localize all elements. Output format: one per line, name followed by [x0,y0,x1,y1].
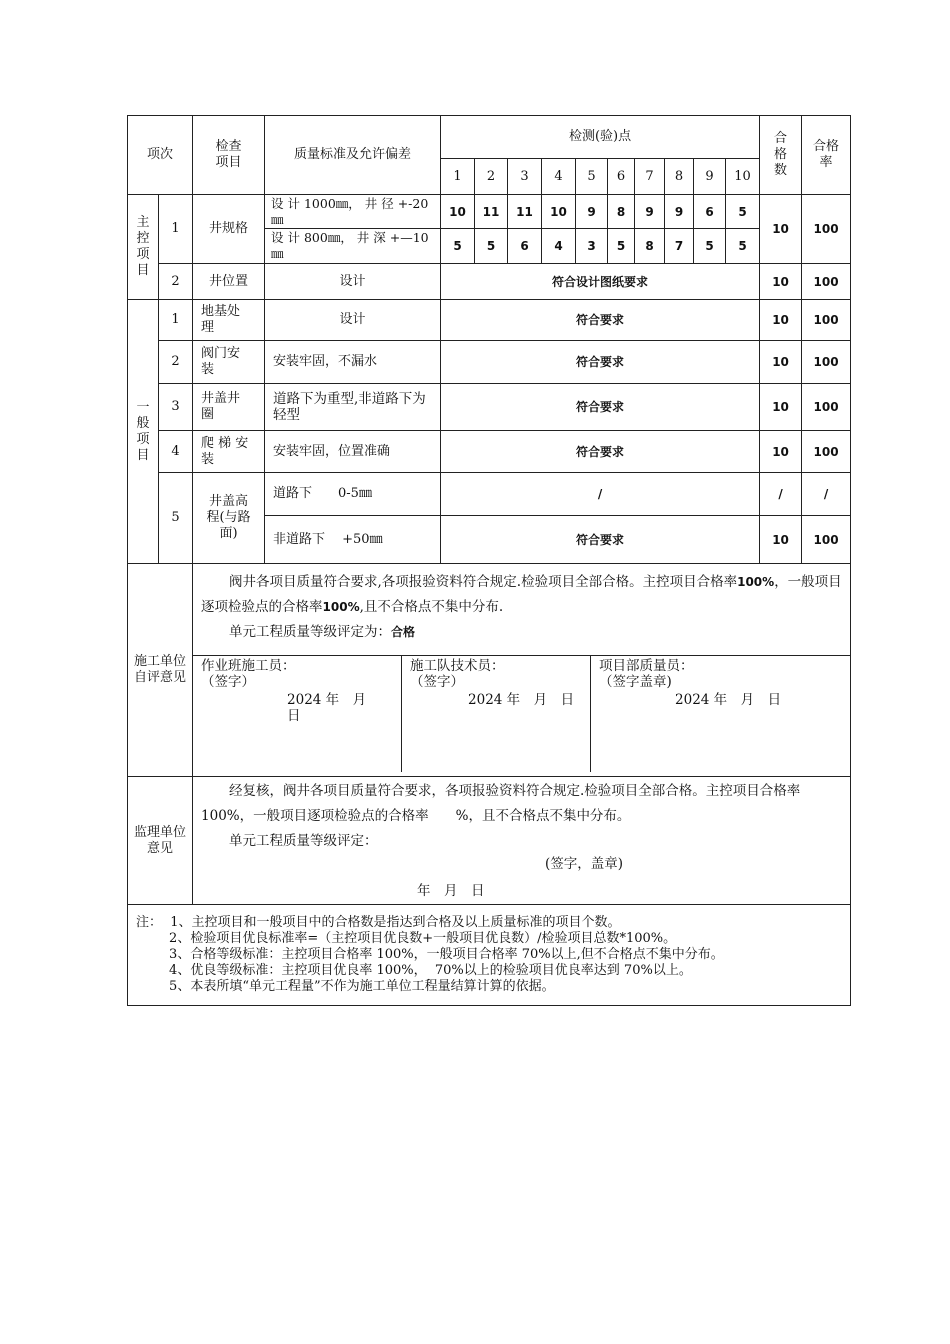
value-cell: 6 [694,195,726,229]
gen-row-4-name: 爬 梯 安 装 [193,431,265,473]
signature-block-quality [590,656,850,772]
gen-row-3-pass-count: 10 [760,384,802,431]
value-cell: 5 [441,229,475,264]
main-row-2-name: 井位置 [193,264,265,300]
note-line: 4、优良等级标准：主控项目优良率 100%， 70%以上的检验项目优良率达到 70%以上。 [136,963,692,978]
contractor-opinion [193,564,851,777]
gen-row-3-pass-rate: 100 [802,384,851,431]
header-check-item: 检查 项目 [193,116,265,195]
main-row-1-pass-count: 10 [760,195,802,264]
value-cell: 5 [475,229,508,264]
value-cell: 3 [576,229,608,264]
value-cell: 9 [576,195,608,229]
main-items-category: 主 控 项 目 [128,195,159,300]
gen-row-4-result: 符合要求 [441,431,760,473]
point-number-3: 3 [508,159,542,195]
gen-row-3-name: 井盖井 圈 [193,384,265,431]
main-row-2-result: 符合设计图纸要求 [441,264,760,300]
supervisor-date: 年 月 日 [417,883,485,899]
gen-row-2-pass-count: 10 [760,341,802,384]
main-row-2-std: 设计 [265,264,441,300]
signature-block-technician [401,656,590,772]
gen-row-1-std: 设计 [265,300,441,341]
header-pass-count: 合 格 数 [760,116,802,195]
contractor-signatures [193,655,850,772]
point-number-5: 5 [576,159,608,195]
general-items-category: 一 般 项 目 [128,300,159,564]
main-row-2-no: 2 [159,264,193,300]
signature-sign: （签字） [410,674,465,690]
gen-row-2-pass-rate: 100 [802,341,851,384]
signature-block-foreman [193,656,401,772]
point-number-6: 6 [608,159,635,195]
gen-row-5a-result: / [441,473,760,516]
inspection-form [127,115,851,1006]
signature-role: 作业班施工员： [201,658,296,674]
header-pass-rate: 合格 率 [802,116,851,195]
value-cell: 9 [635,195,665,229]
gen-row-5b-result: 符合要求 [441,516,760,564]
notes [128,905,851,1006]
supervisor-opinion [193,777,851,905]
gen-row-3-std: 道路下为重型,非道路下为轻型 [265,384,441,431]
signature-date: 2024 年 月 日 [675,692,782,708]
value-cell: 11 [475,195,508,229]
contractor-text-3: ,且不合格点不集中分布. [359,599,504,615]
gen-row-4-no: 4 [159,431,193,473]
value-cell: 8 [608,195,635,229]
gen-row-5a-pass-count: / [760,473,802,516]
value-cell: 5 [726,229,760,264]
main-row-1a-std: 设 计 1000㎜， 井 径 +-20㎜ [265,195,441,229]
supervisor-grade-label: 单元工程质量等级评定： [229,833,378,849]
header-points: 检测(验)点 [441,116,760,159]
signature-role: 项目部质量员： [599,658,694,674]
value-cell: 7 [665,229,694,264]
gen-row-5b-std: 非道路下 +50㎜ [265,516,441,564]
note-line: 注： 1、主控项目和一般项目中的合格数是指达到合格及以上质量标准的项目个数。 [136,915,621,930]
value-cell: 10 [441,195,475,229]
point-number-7: 7 [635,159,665,195]
value-cell: 5 [608,229,635,264]
main-row-1-name: 井规格 [193,195,265,264]
signature-date: 2024 年 月 日 [468,692,575,708]
contractor-label: 施工单位 自评意见 [128,564,193,777]
note-line: 5、本表所填“单元工程量”不作为施工单位工程量结算计算的依据。 [136,979,555,994]
note-line: 2、检验项目优良标准率=（主控项目优良数+一般项目优良数）/检验项目总数*100%。 [136,931,677,946]
main-row-1-no: 1 [159,195,193,264]
point-number-4: 4 [542,159,576,195]
gen-row-5a-std: 道路下 0-5㎜ [265,473,441,516]
signature-sign: （签字盖章) [599,674,672,690]
signature-role: 施工队技术员： [410,658,505,674]
gen-row-2-no: 2 [159,341,193,384]
value-cell: 5 [694,229,726,264]
point-number-9: 9 [694,159,726,195]
value-cell: 4 [542,229,576,264]
contractor-grade-value: 合格 [391,625,416,639]
contractor-rate-2: 100% [322,600,360,614]
gen-row-4-pass-rate: 100 [802,431,851,473]
header-quality-std: 质量标准及允许偏差 [265,116,441,195]
gen-row-4-pass-count: 10 [760,431,802,473]
gen-row-5-name: 井盖高 程(与路 面) [193,473,265,564]
gen-row-2-result: 符合要求 [441,341,760,384]
supervisor-sign: (签字，盖章) [545,856,624,872]
gen-row-2-name: 阀门安 装 [193,341,265,384]
main-row-1-pass-rate: 100 [802,195,851,264]
gen-row-3-result: 符合要求 [441,384,760,431]
gen-row-5b-pass-count: 10 [760,516,802,564]
contractor-text-1: 阀井各项目质量符合要求,各项报验资料符合规定.检验项目全部合格。主控项目合格率 [229,574,738,590]
gen-row-3-no: 3 [159,384,193,431]
point-number-8: 8 [665,159,694,195]
point-number-2: 2 [475,159,508,195]
gen-row-2-std: 安装牢固，不漏水 [265,341,441,384]
header-item-no: 项次 [128,116,193,195]
value-cell: 5 [726,195,760,229]
contractor-rate-1: 100% [737,575,775,589]
point-number-10: 10 [726,159,760,195]
value-cell: 8 [635,229,665,264]
main-row-2-pass-rate: 100 [802,264,851,300]
gen-row-1-name: 地基处 理 [193,300,265,341]
point-number-1: 1 [441,159,475,195]
signature-sign: （签字） [201,674,256,690]
main-row-2-pass-count: 10 [760,264,802,300]
gen-row-5b-pass-rate: 100 [802,516,851,564]
gen-row-4-std: 安装牢固，位置准确 [265,431,441,473]
contractor-text-2: ，一般项目逐项检验点的合格率 [201,574,842,615]
gen-row-5-no: 5 [159,473,193,564]
supervisor-label: 监理单位 意见 [128,777,193,905]
inspection-table [127,115,851,1006]
gen-row-5a-pass-rate: / [802,473,851,516]
contractor-grade-label: 单元工程质量等级评定为： [229,624,392,640]
main-row-1b-std: 设 计 800㎜， 井 深 +—10㎜ [265,229,441,264]
gen-row-1-pass-rate: 100 [802,300,851,341]
note-line: 3、合格等级标准：主控项目合格率 100%，一般项目合格率 70%以上,但不合格点不集中分布。 [136,947,724,962]
gen-row-1-no: 1 [159,300,193,341]
value-cell: 6 [508,229,542,264]
gen-row-1-pass-count: 10 [760,300,802,341]
supervisor-text: 经复核，阀井各项目质量符合要求，各项报验资料符合规定.检验项目全部合格。主控项目合格率 100%，一般项目逐项检验点的合格率 %，且不合格点不集中分布。 [201,783,801,824]
signature-date: 2024 年 月 日 [287,692,380,724]
value-cell: 10 [542,195,576,229]
gen-row-1-result: 符合要求 [441,300,760,341]
value-cell: 9 [665,195,694,229]
value-cell: 11 [508,195,542,229]
